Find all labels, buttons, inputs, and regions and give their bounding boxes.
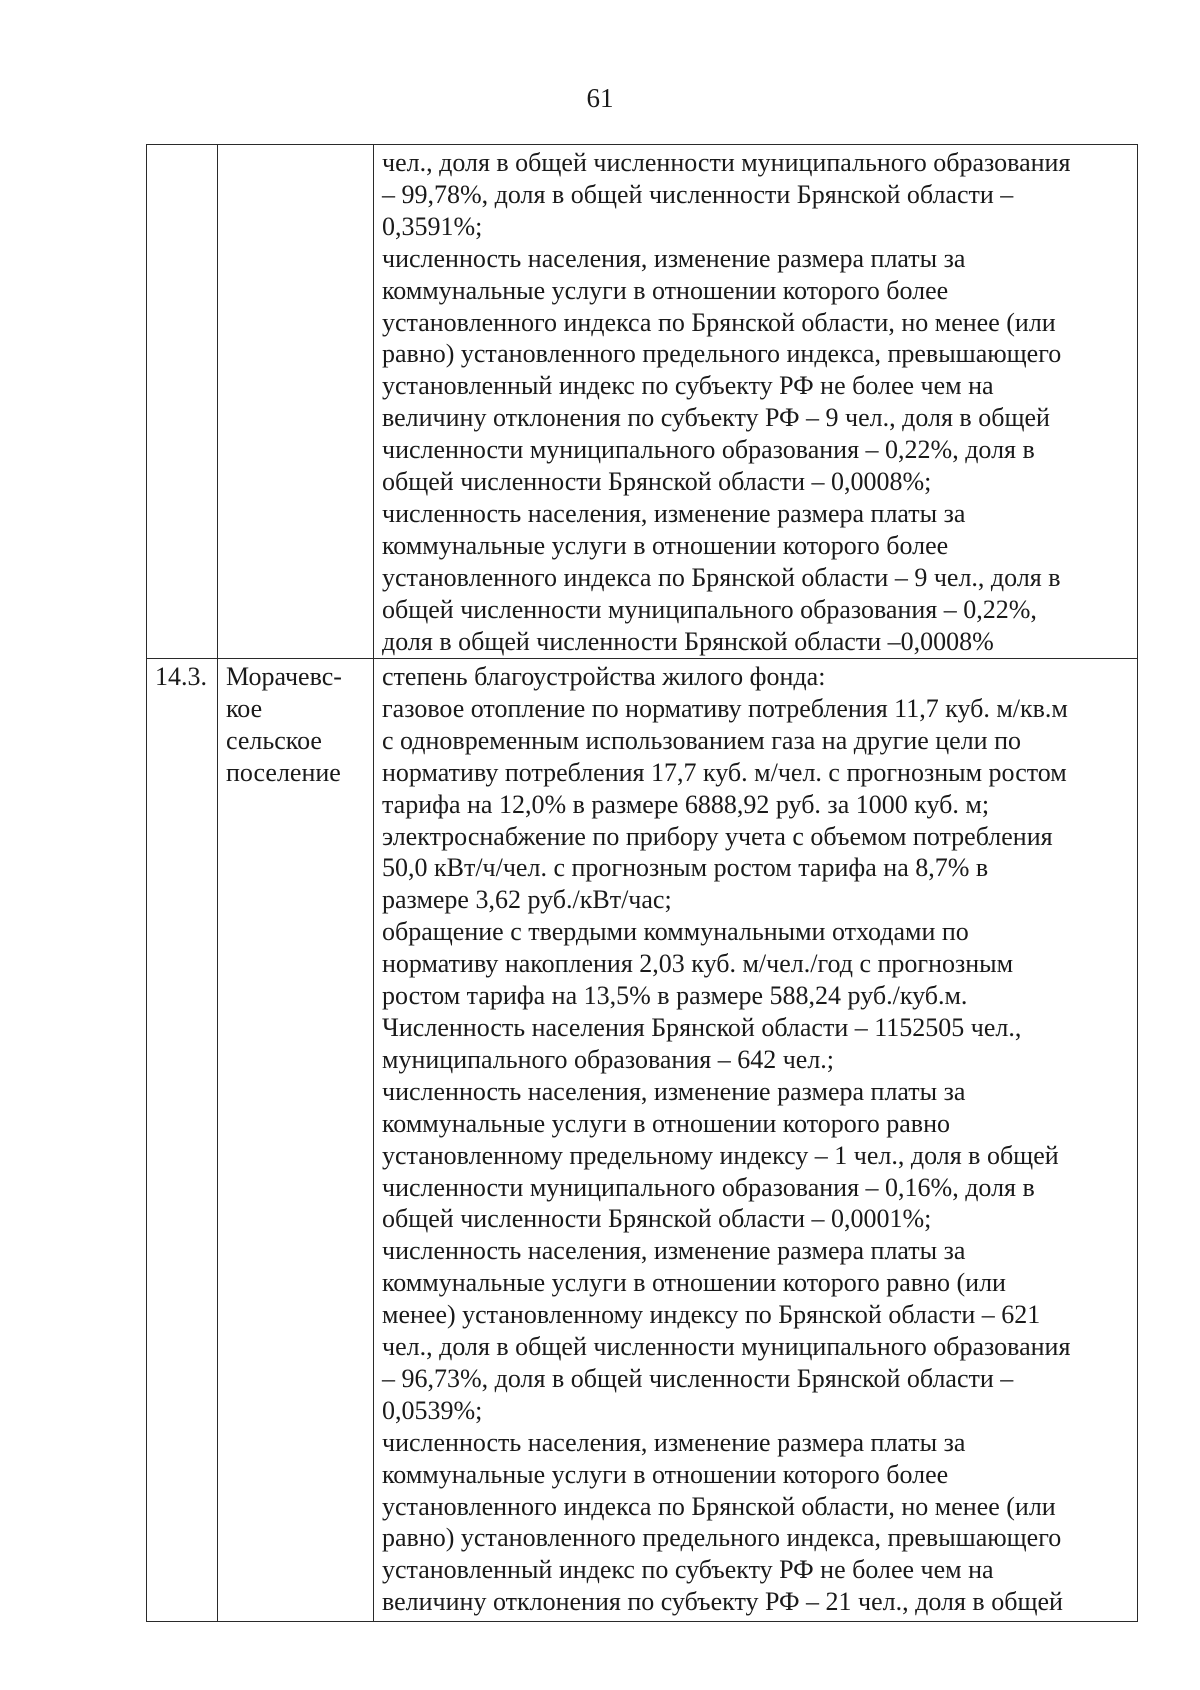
text-line: муниципального образования – 642 чел.; (382, 1044, 835, 1074)
text-line: тарифа на 12,0% в размере 6888,92 руб. за 1000 куб. м; (382, 789, 990, 819)
text-line: численность населения, изменение размера платы за (382, 1236, 966, 1266)
text-line: коммунальные услуги в отношении которого более (382, 530, 949, 560)
text-line: чел., доля в общей численности муниципального образования (382, 148, 1071, 177)
text-line: 0,0539%; (382, 1395, 483, 1425)
text-line: общей численности Брянской области – 0,0008%; (382, 467, 932, 497)
text-line: степень благоустройства жилого фонда: (382, 662, 826, 691)
tariff-table (146, 144, 1138, 1622)
text-line: электроснабжение по прибору учета с объемом потребления (382, 821, 1053, 851)
text-line: коммунальные услуги в отношении которого более (382, 275, 949, 305)
text-line: равно) установленного предельного индекса, превышающего (382, 339, 1062, 369)
text-line: численность населения, изменение размера платы за (382, 1076, 966, 1106)
text-line: газовое отопление по нормативу потребления 11,7 куб. м/кв.м (382, 693, 1068, 723)
text-line: общей численности муниципального образования – 0,22%, (382, 594, 1037, 624)
table-row (147, 145, 1138, 659)
text-line: установленный индекс по субъекту РФ не более чем на (382, 1555, 994, 1585)
text-line: численности муниципального образования – 0,22%, доля в (382, 435, 1035, 465)
text-line: общей численности Брянской области – 0,0001%; (382, 1204, 932, 1234)
text-line: равно) установленного предельного индекса, превышающего (382, 1523, 1062, 1553)
row-number-cell: 14.3. (147, 659, 218, 1622)
text-line: установленный индекс по субъекту РФ не более чем на (382, 371, 994, 401)
text-line: установленному предельному индексу – 1 чел., доля в общей (382, 1140, 1059, 1170)
text-line: размере 3,62 руб./кВт/час; (382, 885, 672, 915)
text-line: доля в общей численности Брянской области –0,0008% (382, 626, 994, 656)
text-line: обращение с твердыми коммунальными отходами по (382, 917, 969, 947)
text-line: 0,3591%; (382, 211, 483, 241)
description-cell (374, 145, 1138, 659)
description-cell (374, 659, 1138, 1622)
text-line: нормативу потребления 17,7 куб. м/чел. с прогнозным ростом (382, 757, 1067, 787)
text-line: нормативу накопления 2,03 куб. м/чел./год с прогнозным (382, 949, 1014, 979)
text-line: сельское (226, 725, 322, 755)
text-line: коммунальные услуги в отношении которого равно (или (382, 1268, 1006, 1298)
text-line: коммунальные услуги в отношении которого более (382, 1459, 949, 1489)
text-line: величину отклонения по субъекту РФ – 9 чел., доля в общей (382, 403, 1050, 433)
text-line: численность населения, изменение размера платы за (382, 243, 966, 273)
text-line: установленного индекса по Брянской области – 9 чел., доля в (382, 562, 1061, 592)
page-number: 61 (586, 83, 614, 113)
municipality-name-cell (218, 145, 374, 659)
text-line: коммунальные услуги в отношении которого равно (382, 1108, 951, 1138)
text-line: установленного индекса по Брянской области, но менее (или (382, 1491, 1056, 1521)
text-line: с одновременным использованием газа на другие цели по (382, 725, 1021, 755)
text-line: численности муниципального образования – 0,16%, доля в (382, 1172, 1035, 1202)
text-line: – 99,78%, доля в общей численности Брянской области – (382, 179, 1014, 209)
text-line: – 96,73%, доля в общей численности Брянской области – (382, 1363, 1014, 1393)
municipality-name-cell (218, 659, 374, 1622)
table-row (147, 659, 1138, 1622)
text-line: менее) установленному индексу по Брянской области – 621 (382, 1300, 1041, 1330)
text-line: численность населения, изменение размера платы за (382, 1427, 966, 1457)
text-line: ростом тарифа на 13,5% в размере 588,24 руб./куб.м. (382, 981, 968, 1011)
text-line: величину отклонения по субъекту РФ – 21 чел., доля в общей (382, 1587, 1063, 1617)
text-line: чел., доля в общей численности муниципального образования (382, 1332, 1071, 1362)
text-line: Численность населения Брянской области – 1152505 чел., (382, 1012, 1022, 1042)
text-line: установленного индекса по Брянской области, но менее (или (382, 307, 1056, 337)
text-line: поселение (226, 757, 341, 787)
text-line: 50,0 кВт/ч/чел. с прогнозным ростом тарифа на 8,7% в (382, 853, 989, 883)
text-line: Морачевс- (226, 662, 342, 691)
row-number-cell (147, 145, 218, 659)
text-line: кое (226, 693, 263, 723)
text-line: численность населения, изменение размера платы за (382, 498, 966, 528)
